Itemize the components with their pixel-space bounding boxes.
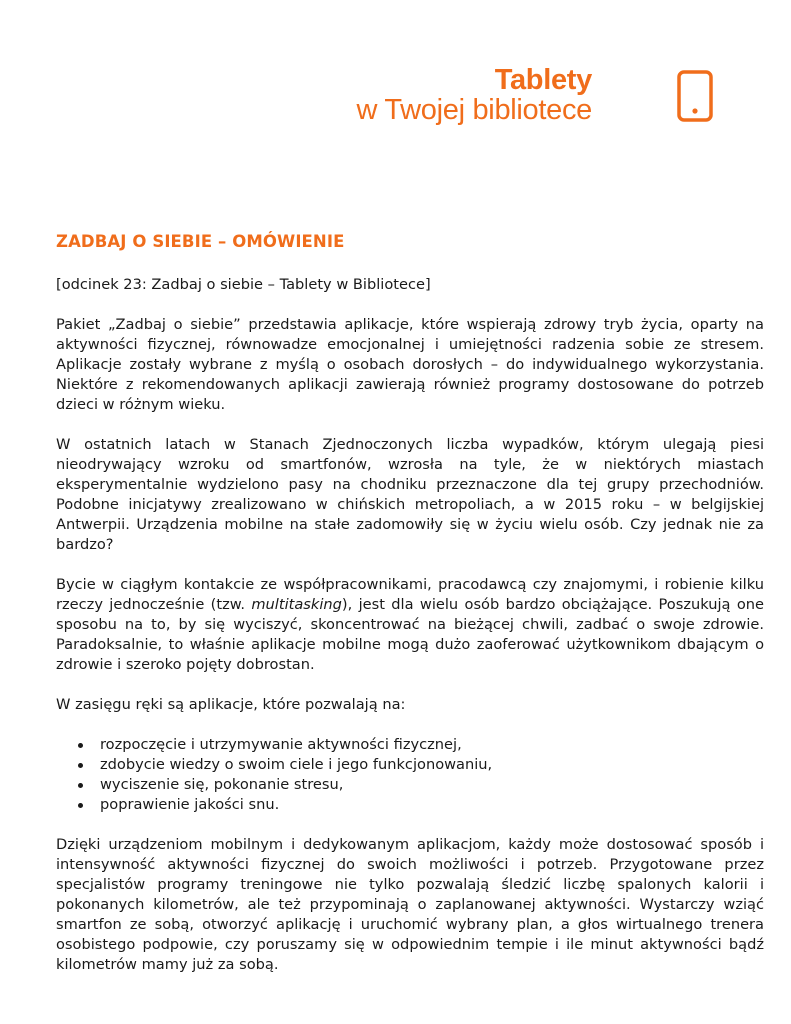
- paragraph-text: ), jest dla wielu osób bardzo obciążające. Poszukują one sposobu na to, by się wyciszyć, skoncentrować na bieżącej chwili, zadbać o swoje zdrowie. Paradoksalnie, to właśnie aplikacje mobilne mogą dużo zaoferować użytkownikom dbającym o zdrowie i szeroko pojęty dobrostan.: [56, 596, 764, 673]
- tablet-icon: [677, 70, 713, 122]
- list-item: zdobycie wiedzy o swoim ciele i jego funkcjonowaniu,: [100, 755, 764, 775]
- paragraph-intro: Pakiet „Zadbaj o siebie” przedstawia aplikacje, które wspierają zdrowy tryb życia, oparty na aktywności fizycznej, równowadze emocjonalnej i umiejętności radzenia sobie ze stresem. Aplikacje zostały wybrane z myślą o osobach dorosłych – do indywidualnego wykorzystania. Niektóre z rekomendowanych aplikacji zawierają również programy dostosowane do potrzeb dzieci w różnym wieku.: [56, 316, 764, 413]
- paragraph-training: Dzięki urządzeniom mobilnym i dedykowanym aplikacjom, każdy może dostosować sposób i intensywność aktywności fizycznej do swoich możliwości i potrzeb. Przygotowane przez specjalistów programy treningowe nie tylko pozwalają śledzić liczbę spalonych kalorii i pokonanych kilometrów, ale też przypominają o zaplanowanej aktywności. Wystarczy wziąć smartfon ze sobą, otworzyć aplikację i uruchomić wybrany plan, a głos wirtualnego trenera osobistego podpowie, czy poruszamy się w odpowiednim tempie i ile minut aktywności bądź kilometrów mamy już za sobą.: [56, 836, 764, 973]
- paragraph-pedestrians: W ostatnich latach w Stanach Zjednoczonych liczba wypadków, którym ulegają piesi nieodrywający wzroku od smartfonów, wzrosła na tyle, że w niektórych miastach eksperymentalnie wydzielono pasy na chodniku przeznaczone dla tej grupy przechodniów. Podobne inicjatywy zrealizowano w chińskich metropoliach, a w 2015 roku – w belgijskiej Antwerpii. Urządzenia mobilne na stałe zadomowiły się w życiu wielu osób. Czy jednak nie za bardzo?: [56, 436, 764, 553]
- emphasis-term: multitasking: [251, 596, 342, 613]
- list-item: wyciszenie się, pokonanie stresu,: [100, 775, 764, 795]
- document-body: [56, 232, 764, 995]
- logo-subtitle: w Twojej bibliotece: [356, 94, 592, 126]
- logo-title: Tablety: [494, 64, 592, 96]
- episode-subtitle: [odcinek 23: Zadbaj o siebie – Tablety w Bibliotece]: [56, 276, 431, 293]
- list-item: rozpoczęcie i utrzymywanie aktywności fizycznej,: [100, 735, 764, 755]
- brand-logo: [356, 62, 725, 132]
- list-item: poprawienie jakości snu.: [100, 795, 764, 815]
- paragraph-list-intro: W zasięgu ręki są aplikacje, które pozwalają na:: [56, 696, 406, 713]
- paragraph-text: Bycie w ciągłym kontakcie ze współpracownikami, pracodawcą czy znajomymi, i robienie kilku rzeczy jednocześnie (tzw.: [56, 576, 764, 613]
- page-title: ZADBAJ O SIEBIE – OMÓWIENIE: [56, 232, 345, 251]
- benefits-list: [56, 735, 764, 815]
- paragraph-multitasking: [56, 575, 764, 675]
